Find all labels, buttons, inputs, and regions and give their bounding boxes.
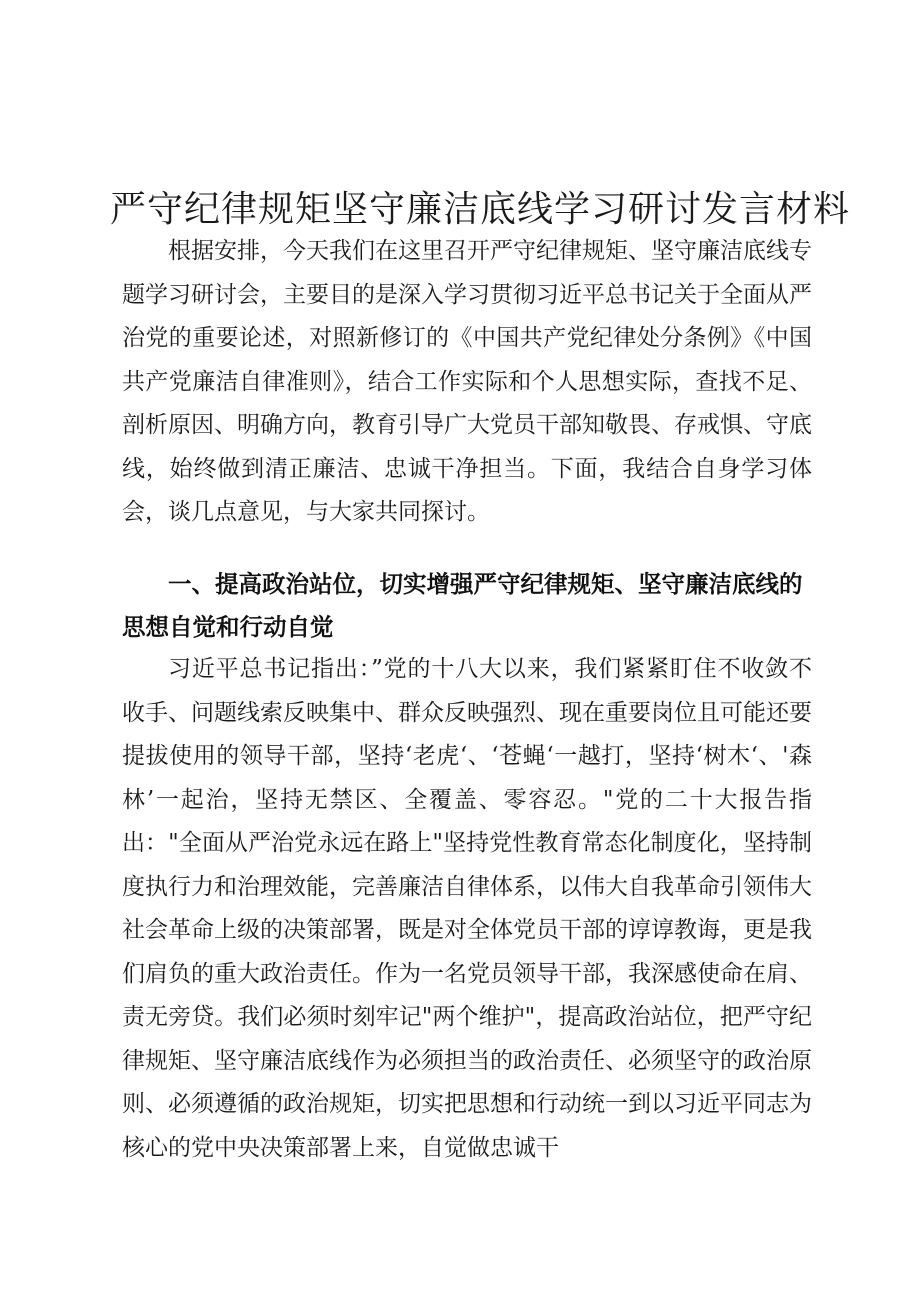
- document-title: 严守纪律规矩坚守廉洁底线学习研讨发言材料: [110, 189, 851, 231]
- section-1-paragraph: 习近平总书记指出：”党的十八大以来，我们紧紧盯住不收敛不收手、问题线索反映集中、群众反映强烈、现在重要岗位且可能还要提拔使用的领导干部，坚持‘老虎‘、‘苍蝇‘一越打，坚持‘树木‘、'森林’一起治，坚持无禁区、全覆盖、零容忍。"党的二十大报告指出："全面从严治党永远在路上"坚持党性教育常态化制度化，坚持制度执行力和治理效能，完善廉洁自律体系，以伟大自我革命引领伟大社会革命上级的决策部署，既是对全体党员干部的谆谆教诲，更是我们肩负的重大政治责任。作为一名党员领导干部，我深感使命在肩、责无旁贷。我们必须时刻牢记"两个维护"，提高政治站位，把严守纪律规矩、坚守廉洁底线作为必须担当的政治责任、必须坚守的政治原则、必须遵循的政治规矩，切实把思想和行动统一到以习近平同志为核心的党中央决策部署上来，自觉做忠诚干: [122, 656, 812, 1161]
- section-heading: 一、提高政治站位，切实增强严守纪律规矩、坚守廉洁底线的思想自觉和行动自觉: [122, 570, 803, 641]
- intro-paragraph: 根据安排，今天我们在这里召开严守纪律规矩、坚守廉洁底线专题学习研讨会，主要目的是深入学习贯彻习近平总书记关于全面从严治党的重要论述，对照新修订的《中国共产党纪律处分条例》《中国共产党廉洁自律准则》，结合工作实际和个人思想实际，查找不足、剖析原因、明确方向，教育引导广大党员干部知敬畏、存戒惧、守底线，始终做到清正廉洁、忠诚干净担当。下面，我结合自身学习体会，谈几点意见，与大家共同探讨。: [122, 238, 812, 525]
